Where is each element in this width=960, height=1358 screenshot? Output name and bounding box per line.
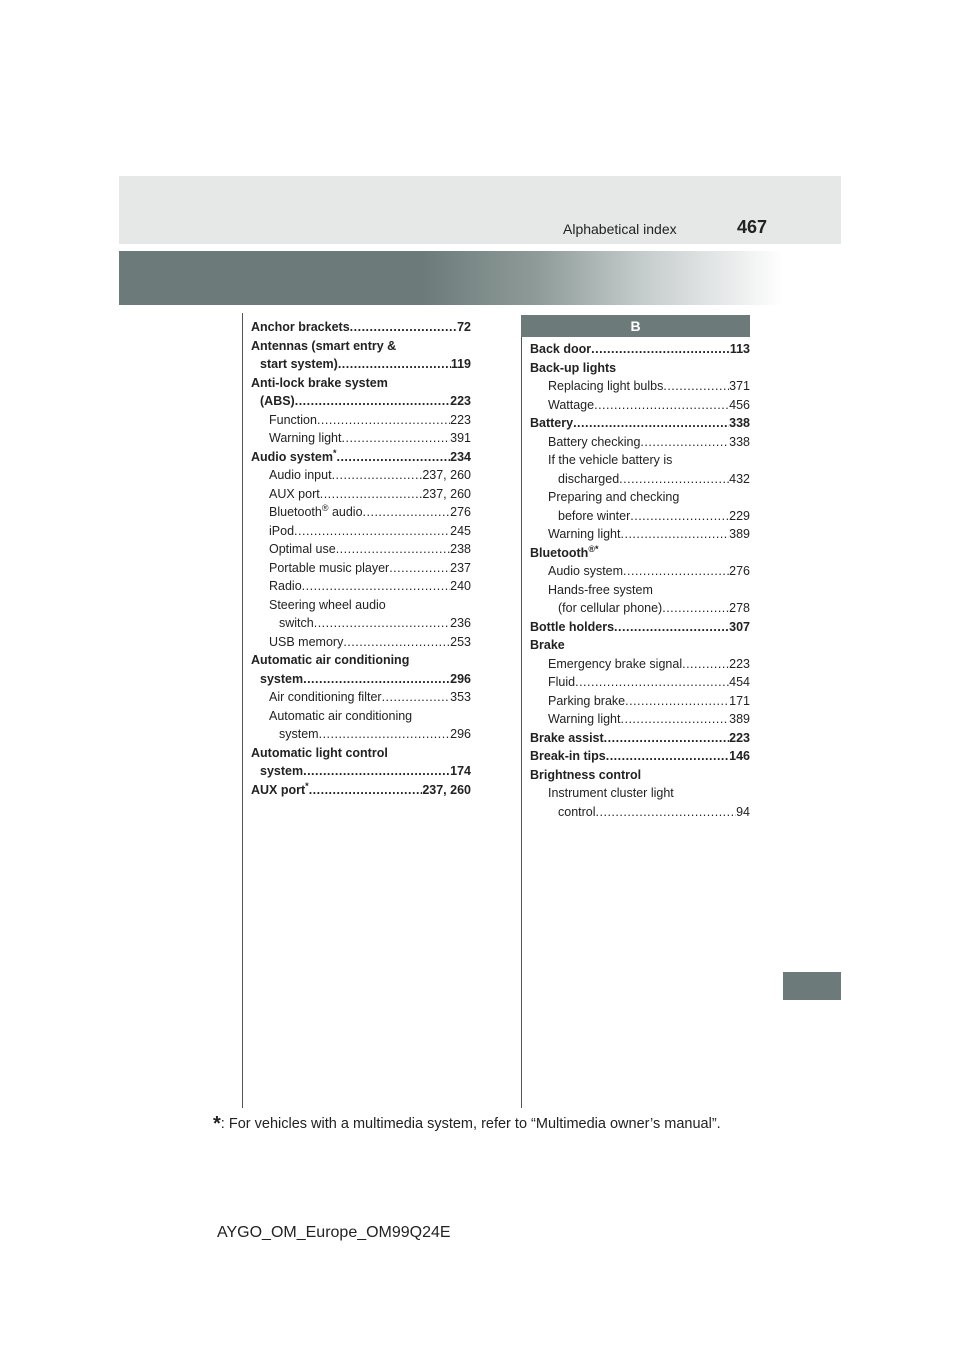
index-entry <box>530 414 750 433</box>
term-text: Brightness control <box>530 767 642 782</box>
entry-term <box>279 725 319 744</box>
index-entry <box>251 577 471 596</box>
entry-term <box>251 374 388 393</box>
document-code: AYGO_OM_Europe_OM99Q24E <box>217 1224 451 1241</box>
index-entry <box>530 488 750 507</box>
entry-term <box>269 633 343 652</box>
dot-leader <box>342 429 451 448</box>
entry-term <box>269 466 332 485</box>
page-reference[interactable]: 174 <box>450 764 471 778</box>
entry-term <box>269 485 320 504</box>
index-entry <box>251 762 471 781</box>
dot-leader <box>319 725 451 744</box>
index-entry <box>530 673 750 692</box>
term-text: USB memory <box>269 634 344 649</box>
page-reference[interactable]: 236 <box>450 616 471 630</box>
dot-leader <box>625 692 729 711</box>
index-entry <box>251 781 471 800</box>
index-entry <box>530 729 750 748</box>
dot-leader <box>663 377 729 396</box>
term-text: control <box>558 804 596 819</box>
dot-leader <box>338 355 451 374</box>
entry-term <box>530 618 614 637</box>
header-gradient-band <box>119 251 841 305</box>
index-entry <box>251 466 471 485</box>
index-entry <box>251 633 471 652</box>
index-entry <box>251 337 471 356</box>
page-reference[interactable]: 253 <box>450 634 471 649</box>
index-entry <box>530 525 750 544</box>
entry-term <box>548 451 672 470</box>
index-entry <box>530 451 750 470</box>
dot-leader <box>336 540 450 559</box>
page-reference[interactable]: 389 <box>729 712 750 726</box>
index-entry <box>530 692 750 711</box>
term-text: Warning light <box>269 431 342 445</box>
index-entry <box>251 448 471 467</box>
page-reference[interactable]: 237, 260 <box>422 468 471 482</box>
dot-leader <box>621 710 730 729</box>
entry-term <box>558 470 619 489</box>
index-entry <box>251 707 471 726</box>
dot-leader <box>596 803 737 822</box>
term-text: Emergency brake signal <box>548 656 683 671</box>
index-entry <box>251 411 471 430</box>
entry-term <box>530 766 641 785</box>
page-reference[interactable]: 338 <box>729 434 750 449</box>
page-reference[interactable]: 353 <box>450 690 471 704</box>
column-divider-left <box>242 313 243 1108</box>
term-text: iPod <box>269 523 295 538</box>
page-reference[interactable]: 296 <box>450 727 471 741</box>
entry-term <box>251 318 350 337</box>
index-entry <box>251 522 471 541</box>
term-text: Bluetooth <box>269 505 322 519</box>
term-superscript: * <box>332 447 337 458</box>
term-text: discharged <box>558 471 620 486</box>
page-reference[interactable]: 389 <box>729 527 750 541</box>
entry-term <box>548 396 594 415</box>
index-entry <box>251 744 471 763</box>
term-text: Parking brake <box>548 693 626 708</box>
entry-term <box>548 488 679 507</box>
term-text: Preparing and checking <box>548 490 680 504</box>
page-header <box>119 176 841 244</box>
page-reference[interactable]: 94 <box>736 804 750 819</box>
term-text: Audio system <box>548 564 624 578</box>
page-reference[interactable]: 238 <box>450 542 471 556</box>
footnote <box>213 1113 721 1136</box>
header-title: Alphabetical index <box>563 221 677 237</box>
term-text: (for cellular phone) <box>558 601 663 615</box>
entry-term <box>530 747 606 766</box>
entry-term <box>251 744 388 763</box>
dot-leader <box>630 507 729 526</box>
term-text: Portable music player <box>269 560 390 575</box>
index-entry <box>530 359 750 378</box>
page-reference[interactable]: 307 <box>729 619 750 634</box>
index-entry <box>251 485 471 504</box>
term-text: Replacing light bulbs <box>548 379 664 393</box>
entry-term <box>548 433 640 452</box>
entry-term <box>260 670 303 689</box>
term-text: start system) <box>260 357 338 371</box>
entry-term <box>548 377 663 396</box>
term-text: system <box>260 671 304 686</box>
term-text: Automatic air conditioning <box>269 708 413 723</box>
index-entry <box>530 784 750 803</box>
term-text: Automatic air conditioning <box>251 653 410 667</box>
index-entry <box>530 747 750 766</box>
term-text: Air conditioning filter <box>269 690 382 704</box>
index-entry <box>530 377 750 396</box>
entry-term <box>269 596 386 615</box>
page-reference[interactable]: 229 <box>729 508 750 523</box>
entry-term <box>269 707 412 726</box>
page-reference[interactable]: 223 <box>729 656 750 671</box>
dot-leader <box>317 411 450 430</box>
term-text: If the vehicle battery is <box>548 453 673 467</box>
page-reference[interactable]: 237, 260 <box>422 782 471 797</box>
term-superscript: ®* <box>588 543 599 554</box>
page-reference[interactable]: 276 <box>450 505 471 519</box>
entry-term <box>530 340 591 359</box>
page-reference[interactable]: 278 <box>729 601 750 615</box>
page-number: 467 <box>737 217 768 237</box>
dot-leader <box>604 729 729 748</box>
term-text: Bottle holders <box>530 619 615 634</box>
term-text: Bluetooth <box>530 545 589 560</box>
index-column-right <box>530 340 750 821</box>
entry-term <box>269 503 363 522</box>
entry-term <box>269 559 389 578</box>
page-reference[interactable]: 72 <box>457 320 471 334</box>
term-text: Break-in tips <box>530 749 606 763</box>
index-entry <box>530 544 750 563</box>
dot-leader <box>594 396 729 415</box>
term-text: Warning light <box>548 712 621 726</box>
term-superscript: ® <box>321 502 329 513</box>
page-reference[interactable]: 223 <box>450 412 471 427</box>
term-text: Audio system <box>251 449 333 464</box>
chapter-tab <box>783 972 841 1000</box>
dot-leader <box>336 448 450 467</box>
page-reference[interactable]: 113 <box>729 342 750 356</box>
dot-leader <box>309 781 423 800</box>
term-text: Instrument cluster light <box>548 786 674 800</box>
term-text: Antennas (smart entry & <box>251 338 397 353</box>
term-text: before winter <box>558 508 631 523</box>
entry-term <box>269 688 382 707</box>
index-entry <box>251 429 471 448</box>
term-text: Fluid <box>548 675 576 689</box>
index-entry <box>530 470 750 489</box>
footnote-mark: * <box>213 1113 221 1135</box>
index-entry <box>530 766 750 785</box>
page-reference[interactable]: 296 <box>450 671 471 686</box>
page-reference[interactable]: 245 <box>450 523 471 538</box>
entry-term <box>260 762 303 781</box>
page-reference[interactable]: 237 <box>450 560 471 575</box>
page-reference[interactable]: 237, 260 <box>422 486 471 501</box>
dot-leader <box>302 577 450 596</box>
term-text: Back-up lights <box>530 360 617 375</box>
entry-term <box>548 525 621 544</box>
term-text: Automatic light control <box>251 745 388 760</box>
term-text: system <box>260 764 304 778</box>
page-reference[interactable]: 146 <box>729 749 750 763</box>
dot-leader <box>332 466 423 485</box>
index-entry <box>530 507 750 526</box>
entry-term <box>251 448 336 467</box>
index-entry <box>251 559 471 578</box>
term-text: Function <box>269 412 317 427</box>
entry-term <box>251 781 309 800</box>
index-entry <box>530 655 750 674</box>
page-reference[interactable]: 223 <box>450 394 471 408</box>
entry-term <box>260 392 295 411</box>
term-text: AUX port <box>269 486 320 501</box>
dot-leader <box>640 433 729 452</box>
index-entry <box>251 540 471 559</box>
index-entry <box>251 688 471 707</box>
term-text: Hands-free system <box>548 582 653 597</box>
page-reference[interactable]: 171 <box>729 693 750 708</box>
dot-leader <box>606 747 729 766</box>
index-column-left <box>251 318 471 799</box>
entry-term <box>251 337 396 356</box>
term-text: AUX port <box>251 782 306 797</box>
entry-term <box>558 599 662 618</box>
dot-leader <box>662 599 729 618</box>
dot-leader <box>389 559 450 578</box>
term-text: Brake assist <box>530 730 604 745</box>
dot-leader <box>619 470 729 489</box>
index-entry <box>251 318 471 337</box>
index-entry <box>251 596 471 615</box>
term-text: (ABS) <box>260 394 295 408</box>
index-entry <box>251 503 471 522</box>
dot-leader <box>320 485 423 504</box>
page-reference[interactable]: 240 <box>450 579 471 593</box>
index-entry <box>530 433 750 452</box>
entry-term <box>548 784 674 803</box>
dot-leader <box>303 762 450 781</box>
term-text: Audio input <box>269 468 332 482</box>
entry-term <box>558 803 596 822</box>
index-entry <box>530 599 750 618</box>
entry-term <box>530 544 598 563</box>
index-entry <box>530 803 750 822</box>
page-reference[interactable]: 371 <box>729 379 750 393</box>
entry-term <box>269 429 342 448</box>
index-entry <box>530 636 750 655</box>
term-text: Radio <box>269 579 302 593</box>
term-superscript: * <box>305 780 309 791</box>
term-text: Optimal use <box>269 542 336 556</box>
entry-term <box>548 562 623 581</box>
index-entry <box>251 651 471 670</box>
entry-term <box>548 710 621 729</box>
term-text: system <box>279 727 319 741</box>
entry-term <box>558 507 630 526</box>
entry-term <box>260 355 338 374</box>
index-entry <box>251 725 471 744</box>
dot-leader <box>363 503 451 522</box>
index-entry <box>251 374 471 393</box>
dot-leader <box>350 318 457 337</box>
entry-term <box>269 540 336 559</box>
index-entry <box>530 396 750 415</box>
page-reference[interactable]: 234 <box>450 449 471 464</box>
dot-leader <box>575 673 729 692</box>
page-reference[interactable]: 456 <box>729 397 750 412</box>
index-entry <box>530 710 750 729</box>
section-letter-header: B <box>521 315 750 337</box>
entry-term <box>548 655 682 674</box>
index-entry <box>530 581 750 600</box>
dot-leader <box>573 414 729 433</box>
page-reference[interactable]: 223 <box>729 730 750 745</box>
term-suffix: audio <box>328 505 363 519</box>
dot-leader <box>621 525 730 544</box>
dot-leader <box>294 522 450 541</box>
entry-term <box>530 359 616 378</box>
term-text: Battery <box>530 416 574 430</box>
entry-term <box>530 414 573 433</box>
dot-leader <box>623 562 729 581</box>
term-text: Brake <box>530 638 565 652</box>
index-entry <box>251 670 471 689</box>
entry-term <box>548 692 625 711</box>
entry-term <box>269 577 302 596</box>
dot-leader <box>303 670 450 689</box>
index-entry <box>251 614 471 633</box>
index-entry <box>530 340 750 359</box>
page-reference[interactable]: 454 <box>729 675 750 689</box>
page-reference[interactable]: 119 <box>450 357 471 371</box>
index-entry <box>251 392 471 411</box>
term-text: Back door <box>530 342 592 356</box>
dot-leader <box>382 688 451 707</box>
dot-leader <box>295 392 450 411</box>
dot-leader <box>614 618 729 637</box>
page-reference[interactable]: 432 <box>729 471 750 486</box>
index-entry <box>530 618 750 637</box>
dot-leader <box>343 633 450 652</box>
entry-term <box>530 729 604 748</box>
entry-term <box>530 636 565 655</box>
page-reference[interactable]: 276 <box>729 564 750 578</box>
term-text: Wattage <box>548 397 595 412</box>
term-text: Steering wheel audio <box>269 597 386 612</box>
entry-term <box>548 581 653 600</box>
entry-term <box>548 673 575 692</box>
entry-term <box>269 522 294 541</box>
entry-term <box>279 614 314 633</box>
entry-term <box>251 651 409 670</box>
dot-leader <box>314 614 450 633</box>
dot-leader <box>591 340 730 359</box>
page-reference[interactable]: 391 <box>450 431 471 445</box>
term-text: switch <box>279 616 314 630</box>
term-text: Anti-lock brake system <box>251 375 388 390</box>
page-reference[interactable]: 338 <box>729 416 750 430</box>
index-entry <box>251 355 471 374</box>
term-text: Warning light <box>548 527 621 541</box>
dot-leader <box>682 655 729 674</box>
footnote-text: : For vehicles with a multimedia system, refer to “Multimedia owner’s manual”. <box>220 1116 721 1132</box>
entry-term <box>269 411 317 430</box>
term-text: Battery checking <box>548 434 641 449</box>
column-divider-right <box>521 337 522 1108</box>
term-text: Anchor brackets <box>251 320 350 334</box>
index-entry <box>530 562 750 581</box>
